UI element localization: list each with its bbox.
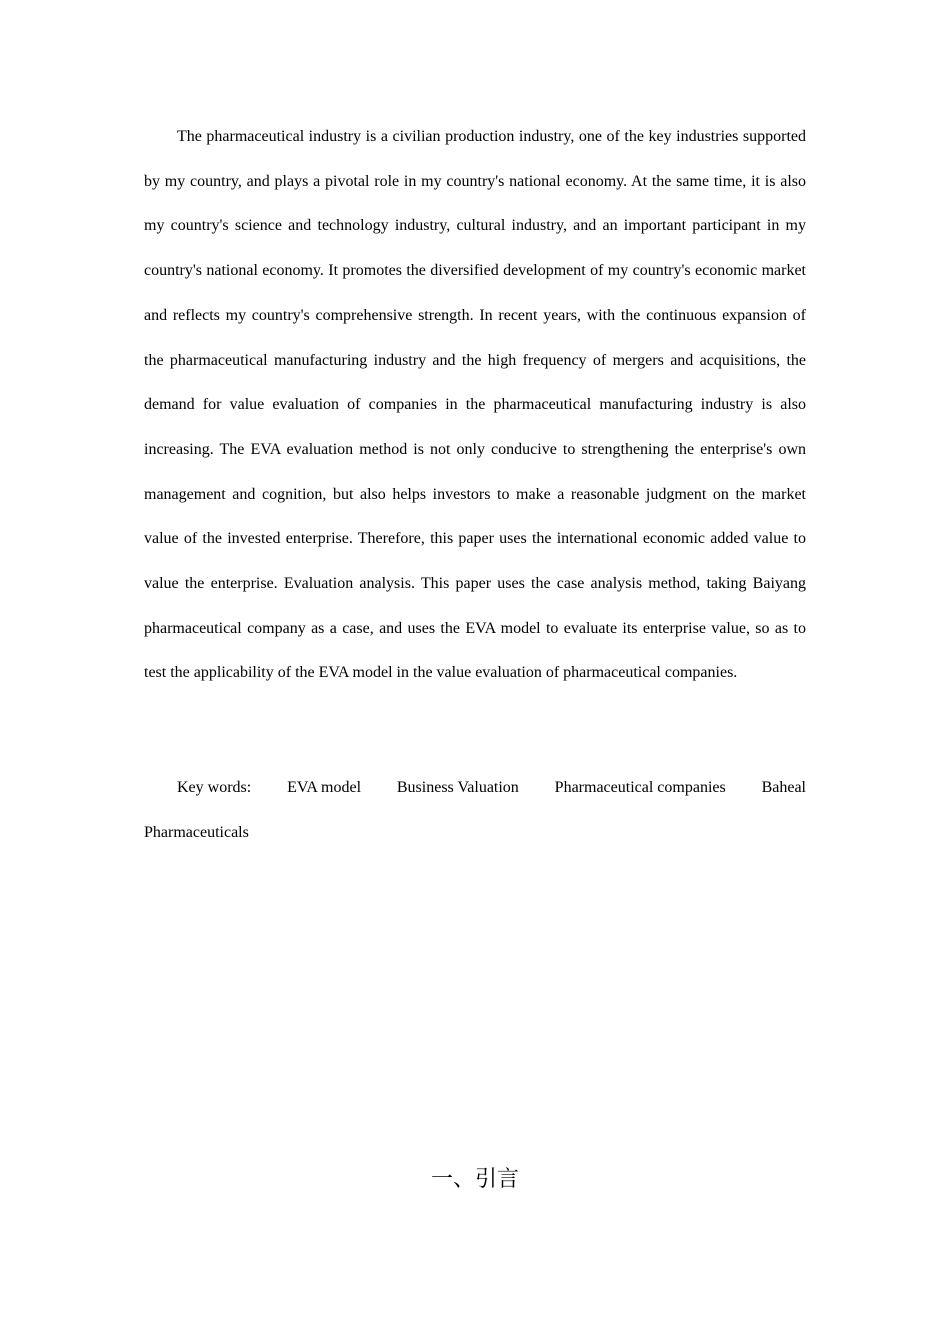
keywords-label: Key words: [177,779,252,796]
keyword-item: Baheal [761,779,806,796]
keyword-item: Pharmaceutical companies [554,779,726,796]
keywords-block [144,766,806,855]
keyword-item: Pharmaceuticals [144,823,249,841]
keywords-line [144,766,806,811]
keyword-item: Business Valuation [396,779,519,796]
keywords-line-continued [144,811,806,856]
section-heading: 一、引言 [430,1167,519,1192]
keyword-item: EVA model [287,779,362,796]
abstract-paragraph: The pharmaceutical industry is a civilian production industry, one of the key industries supported by my country, and plays a pivotal role in my country's national economy. At the same time, it is also my country's science and technology industry, cultural industry, and an important participant in my country's national economy. It promotes the diversified development of my country's economic market and reflects my country's comprehensive strength. In recent years, with the continuous expansion of the pharmaceutical manufacturing industry and the high frequency of mergers and acquisitions, the demand for value evaluation of companies in the pharmaceutical manufacturing industry is also increasing. The EVA evaluation method is not only conducive to strengthening the enterprise's own management and cognition, but also helps investors to make a reasonable judgment on the market value of the invested enterprise. Therefore, this paper uses the international economic added value to value the enterprise. Evaluation analysis. This paper uses the case analysis method, taking Baiyang pharmaceutical company as a case, and uses the EVA model to evaluate its enterprise value, so as to test the applicability of the EVA model in the value evaluation of pharmaceutical companies. [144,128,806,682]
